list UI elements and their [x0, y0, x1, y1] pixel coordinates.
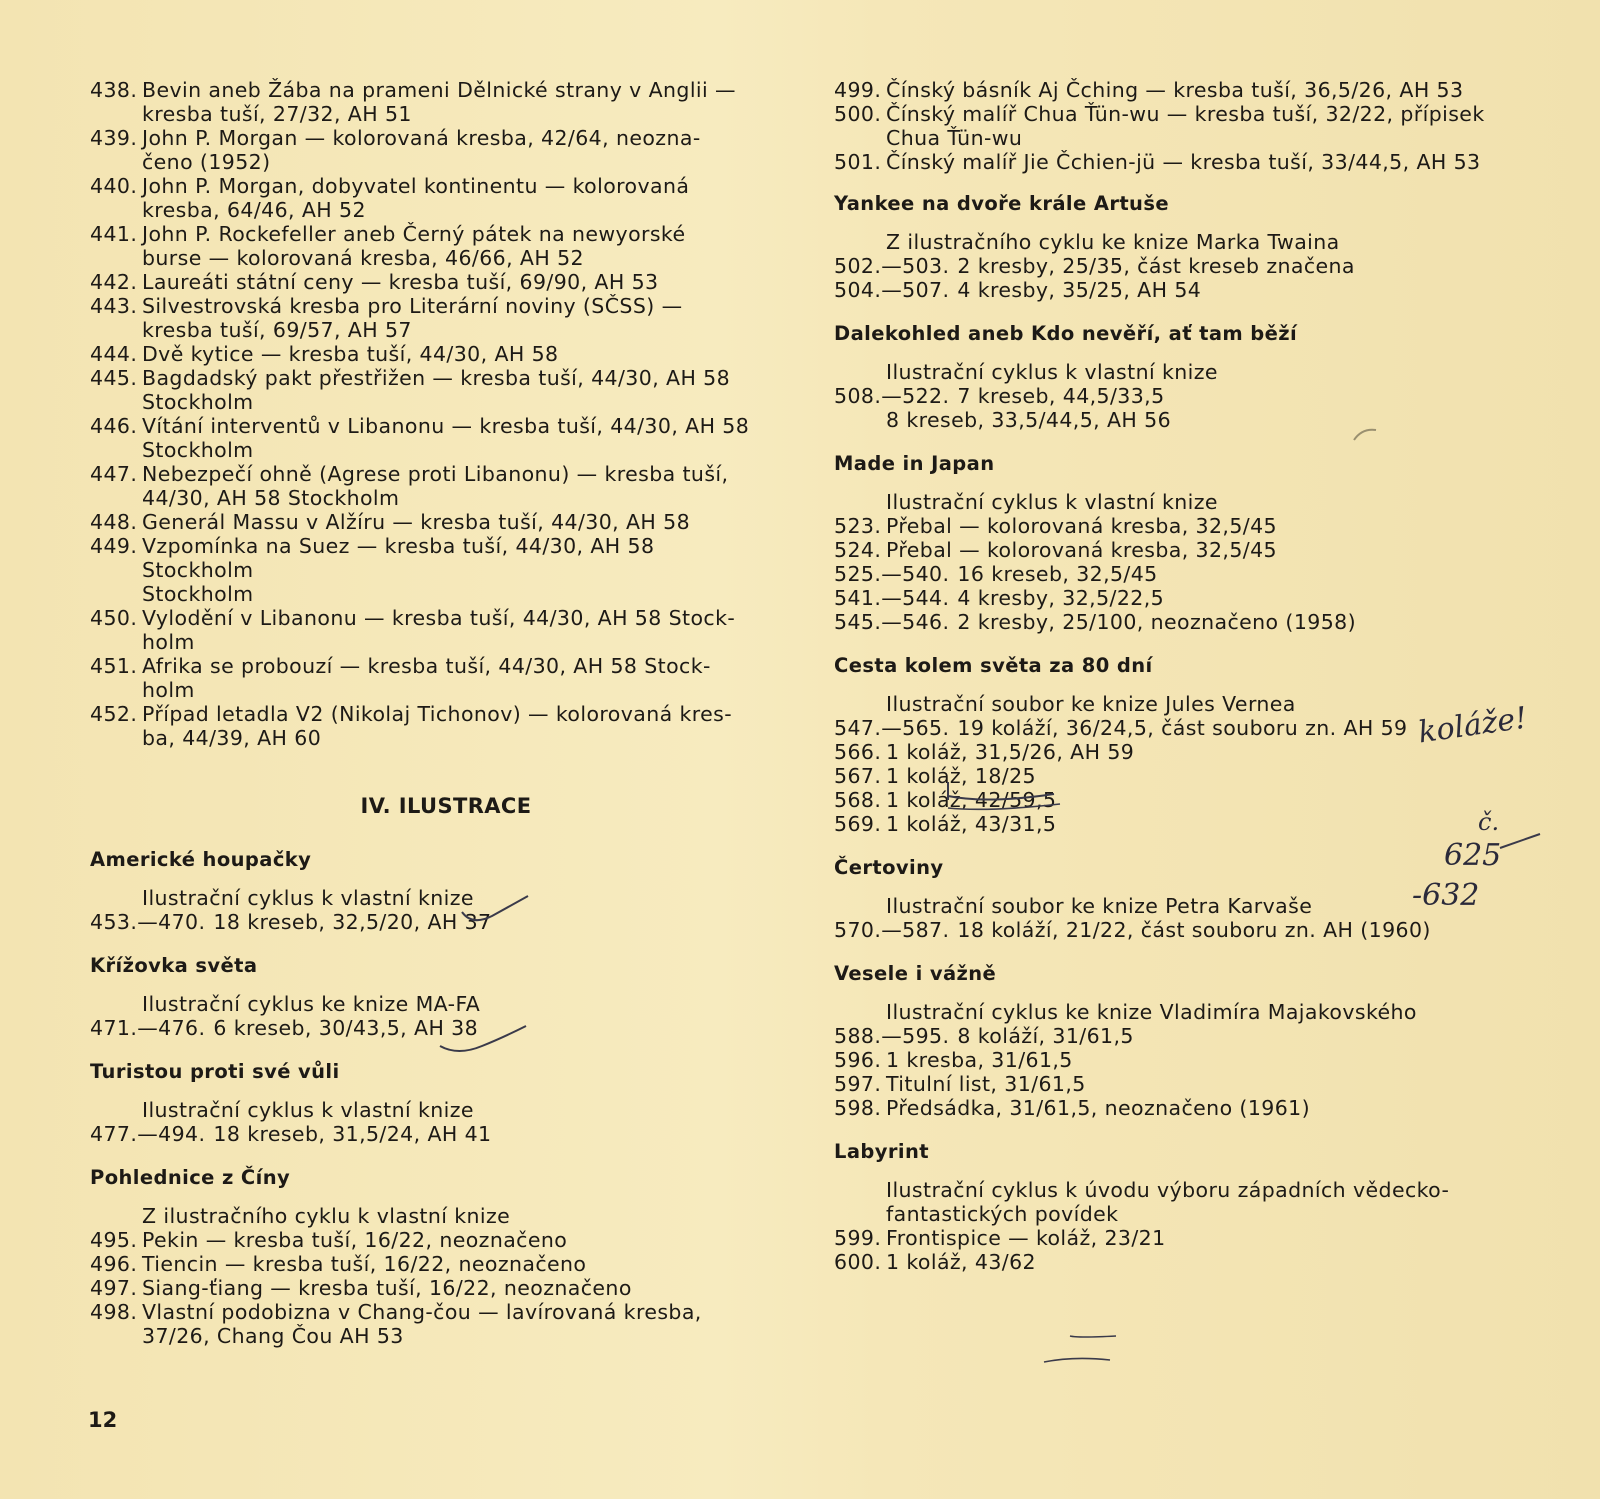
- entry-number: 452.: [90, 702, 138, 726]
- catalog-entry: [90, 534, 762, 606]
- list-item: [90, 1016, 762, 1040]
- entry-number: 501.: [834, 150, 882, 174]
- entry-text: [142, 654, 762, 702]
- list-item: [834, 812, 1514, 836]
- item-text: Frontispice — koláž, 23/21: [886, 1226, 1166, 1250]
- page-number: 12: [88, 1408, 118, 1432]
- item-number: 600.: [834, 1250, 882, 1274]
- item-text: 1 koláž, 42/59,5: [886, 788, 1057, 812]
- illustration-sections-right: [834, 192, 1514, 1274]
- section: [90, 954, 762, 1040]
- item-number: 545.—546.: [834, 610, 950, 634]
- entry-text: [142, 414, 762, 462]
- list-item: [834, 610, 1514, 634]
- entry-line: kresba tuší, 27/32, AH 51: [142, 102, 412, 126]
- item-text: 16 kreseb, 32,5/45: [957, 562, 1158, 586]
- item-number: 597.: [834, 1072, 882, 1096]
- catalog-entry: [90, 294, 762, 342]
- item-number: 547.—565.: [834, 716, 950, 740]
- entry-number: 444.: [90, 342, 138, 366]
- catalog-entry: [90, 654, 762, 702]
- list-item: [834, 254, 1514, 278]
- entry-number: 438.: [90, 78, 138, 102]
- section-title: Dalekohled aneb Kdo nevěří, ať tam běží: [834, 322, 1298, 345]
- entry-line: holm: [142, 630, 195, 654]
- section: [834, 1140, 1514, 1274]
- entry-line: Afrika se probouzí — kresba tuší, 44/30, AH 58 Stock-: [142, 654, 711, 678]
- section-description: Z ilustračního cyklu k vlastní knize: [142, 1204, 511, 1228]
- entry-line: Dvě kytice — kresba tuší, 44/30, AH 58: [142, 342, 559, 366]
- item-text: 2 kresby, 25/100, neoznačeno (1958): [957, 610, 1356, 634]
- section: [834, 962, 1514, 1120]
- entry-number: 449.: [90, 534, 138, 558]
- section-title: Cesta kolem světa za 80 dní: [834, 654, 1153, 677]
- entry-number: 442.: [90, 270, 138, 294]
- entry-text: [142, 606, 762, 654]
- catalog-entry: [834, 150, 1514, 174]
- item-text: 6 kreseb, 30/43,5, AH 38: [213, 1016, 479, 1040]
- right-column: [834, 78, 1514, 1294]
- item-text: 18 koláží, 21/22, část souboru zn. AH (1960): [957, 918, 1431, 942]
- section: [90, 848, 762, 934]
- entry-text: [142, 126, 762, 174]
- catalog-entries-left: [90, 78, 762, 750]
- item-text: 8 koláží, 31/61,5: [957, 1024, 1134, 1048]
- catalog-entry: [834, 102, 1514, 150]
- handwritten-note-c: č.: [1478, 808, 1500, 836]
- catalog-entry: [90, 510, 762, 534]
- entry-text: [142, 534, 762, 606]
- item-number: 523.: [834, 514, 882, 538]
- list-item: [834, 740, 1514, 764]
- item-number: 570.—587.: [834, 918, 950, 942]
- section: [834, 322, 1514, 432]
- entry-line: Vítání interventů v Libanonu — kresba tuší, 44/30, AH 58: [142, 414, 750, 438]
- list-item: [834, 562, 1514, 586]
- entry-line: holm: [142, 678, 195, 702]
- list-item: [90, 1276, 762, 1300]
- entry-line: Vzpomínka na Suez — kresba tuší, 44/30, AH 58 Stockholm: [142, 534, 655, 582]
- entry-text: [142, 366, 762, 414]
- entry-line: Čínský malíř Chua Ťün-wu — kresba tuší, 32/22, přípisek: [886, 102, 1485, 126]
- entry-text: [886, 150, 1514, 174]
- entry-line: Chua Ťün-wu: [886, 126, 1023, 150]
- item-text: 1 koláž, 18/25: [886, 764, 1036, 788]
- entry-number: 446.: [90, 414, 138, 438]
- item-number: 599.: [834, 1226, 882, 1250]
- entry-number: 450.: [90, 606, 138, 630]
- section-title: Made in Japan: [834, 452, 995, 475]
- section-description: Ilustrační cyklus k úvodu výboru západních vědecko-: [886, 1178, 1450, 1202]
- entry-line: John P. Morgan, dobyvatel kontinentu — kolorovaná: [142, 174, 690, 198]
- item-text: 1 koláž, 43/62: [886, 1250, 1036, 1274]
- list-item: [90, 910, 762, 934]
- item-number: 567.: [834, 764, 882, 788]
- entry-line: Nebezpečí ohně (Agrese proti Libanonu) — kresba tuší,: [142, 462, 729, 486]
- item-text: 1 koláž, 43/31,5: [886, 812, 1057, 836]
- section-description: Ilustrační cyklus ke knize Vladimíra Majakovského: [886, 1000, 1417, 1024]
- item-number: 569.: [834, 812, 882, 836]
- entry-number: 445.: [90, 366, 138, 390]
- entry-line: ba, 44/39, AH 60: [142, 726, 322, 750]
- item-number: 453.—470.: [90, 910, 206, 934]
- item-number: 525.—540.: [834, 562, 950, 586]
- list-item: [834, 1048, 1514, 1072]
- item-text: Titulní list, 31/61,5: [886, 1072, 1086, 1096]
- entry-number: 499.: [834, 78, 882, 102]
- item-text: 4 kresby, 32,5/22,5: [957, 586, 1165, 610]
- section-description: Z ilustračního cyklu ke knize Marka Twaina: [886, 230, 1340, 254]
- catalog-entry: [90, 606, 762, 654]
- item-text: Předsádka, 31/61,5, neoznačeno (1961): [886, 1096, 1310, 1120]
- section-description: Ilustrační cyklus k vlastní knize: [886, 490, 1218, 514]
- entry-text: [142, 510, 762, 534]
- entry-text: [142, 222, 762, 270]
- section-description: Ilustrační soubor ke knize Petra Karvaše: [886, 894, 1313, 918]
- section-description: Ilustrační cyklus ke knize MA-FA: [142, 992, 481, 1016]
- item-text: Tiencin — kresba tuší, 16/22, neoznačeno: [142, 1252, 587, 1276]
- item-text: Přebal — kolorovaná kresba, 32,5/45: [886, 514, 1277, 538]
- catalog-entry: [834, 78, 1514, 102]
- list-item: [834, 1024, 1514, 1048]
- section-title: Yankee na dvoře krále Artuše: [834, 192, 1169, 215]
- item-text: 18 kreseb, 31,5/24, AH 41: [213, 1122, 492, 1146]
- section: [834, 654, 1514, 836]
- entry-line: Silvestrovská kresba pro Literární noviny (SČSS) —: [142, 294, 683, 318]
- catalog-entry: [90, 414, 762, 462]
- entry-text: [142, 702, 762, 750]
- entry-line: Případ letadla V2 (Nikolaj Tichonov) — kolorovaná kres-: [142, 702, 733, 726]
- handwritten-note-632: -632: [1412, 878, 1480, 913]
- catalog-entry: [90, 270, 762, 294]
- entry-number: 440.: [90, 174, 138, 198]
- item-number: 496.: [90, 1252, 138, 1276]
- section-title: Turistou proti své vůli: [90, 1060, 340, 1083]
- entry-line: John P. Morgan — kolorovaná kresba, 42/64, neozna-: [142, 126, 701, 150]
- entry-number: 439.: [90, 126, 138, 150]
- catalog-entry: [90, 222, 762, 270]
- entry-line: čeno (1952): [142, 150, 271, 174]
- list-item: [834, 788, 1514, 812]
- list-item: [834, 1072, 1514, 1096]
- list-item: [834, 716, 1514, 740]
- list-item: [90, 1122, 762, 1146]
- pencil-mark-600: [1044, 1358, 1110, 1362]
- entry-line: Stockholm: [142, 390, 254, 414]
- item-number: 524.: [834, 538, 882, 562]
- item-text: 1 koláž, 31,5/26, AH 59: [886, 740, 1135, 764]
- item-number: 596.: [834, 1048, 882, 1072]
- item-text: Pekin — kresba tuší, 16/22, neoznačeno: [142, 1228, 568, 1252]
- list-item: [834, 1226, 1514, 1250]
- entry-line: Čínský malíř Jie Čchien-jü — kresba tuší, 33/44,5, AH 53: [886, 150, 1481, 174]
- entry-number: 500.: [834, 102, 882, 126]
- entry-number: 448.: [90, 510, 138, 534]
- item-text: 2 kresby, 25/35, část kreseb značena: [957, 254, 1355, 278]
- item-number: 502.—503.: [834, 254, 950, 278]
- catalog-entry: [90, 342, 762, 366]
- list-item: [834, 1250, 1514, 1274]
- item-number: 498.: [90, 1300, 138, 1324]
- catalog-entry: [90, 366, 762, 414]
- section-description: fantastických povídek: [886, 1202, 1119, 1226]
- list-item: [834, 1096, 1514, 1120]
- item-text: 4 kresby, 35/25, AH 54: [957, 278, 1202, 302]
- entry-line: Stockholm: [142, 438, 254, 462]
- item-number: 541.—544.: [834, 586, 950, 610]
- section-title: Pohlednice z Číny: [90, 1166, 291, 1189]
- section-heading: IV. ILUSTRACE: [360, 794, 532, 818]
- list-item: [834, 538, 1514, 562]
- item-number: 508.—522.: [834, 384, 950, 408]
- section-title: Americké houpačky: [90, 848, 312, 871]
- item-text: 18 kreseb, 32,5/20, AH 37: [213, 910, 492, 934]
- item-number: 497.: [90, 1276, 138, 1300]
- section-description: Ilustrační cyklus k vlastní knize: [142, 886, 474, 910]
- item-text: Siang-ťiang — kresba tuší, 16/22, neoznačeno: [142, 1276, 632, 1300]
- list-item: [90, 1300, 762, 1324]
- entry-line: John P. Rockefeller aneb Černý pátek na newyorské: [142, 222, 686, 246]
- section: [834, 452, 1514, 634]
- entry-text: [142, 174, 762, 222]
- catalog-entry: [90, 78, 762, 126]
- item-number: 471.—476.: [90, 1016, 206, 1040]
- list-item: [834, 514, 1514, 538]
- entry-line: Stockholm: [142, 582, 254, 606]
- left-column: [90, 78, 762, 1368]
- handwritten-note-625: 625: [1444, 838, 1502, 873]
- entry-text: [142, 342, 762, 366]
- entry-line: kresba tuší, 69/57, AH 57: [142, 318, 412, 342]
- illustration-sections-left: [90, 848, 762, 1348]
- catalog-entry: [90, 174, 762, 222]
- entry-number: 441.: [90, 222, 138, 246]
- handwritten-note-kolaze: koláže!: [1416, 700, 1530, 751]
- list-item: [90, 1228, 762, 1252]
- item-number: 495.: [90, 1228, 138, 1252]
- item-number: 504.—507.: [834, 278, 950, 302]
- item-text: 1 kresba, 31/61,5: [886, 1048, 1073, 1072]
- section-title: Čertoviny: [834, 856, 944, 879]
- section-title: Labyrint: [834, 1140, 929, 1163]
- entry-line: Bevin aneb Žába na prameni Dělnické strany v Anglii —: [142, 78, 736, 102]
- entry-text: [886, 102, 1514, 150]
- entry-line: 44/30, AH 58 Stockholm: [142, 486, 400, 510]
- entry-line: kresba, 64/46, AH 52: [142, 198, 366, 222]
- item-continuation: 37/26, Chang Čou AH 53: [142, 1324, 404, 1348]
- catalog-entries-right: [834, 78, 1514, 174]
- entry-line: Laureáti státní ceny — kresba tuší, 69/90, AH 53: [142, 270, 659, 294]
- section-description: Ilustrační cyklus k vlastní knize: [142, 1098, 474, 1122]
- list-item: [834, 278, 1514, 302]
- entry-text: [886, 78, 1514, 102]
- list-item: [834, 586, 1514, 610]
- pencil-mark-599: [1070, 1336, 1116, 1337]
- item-text: 19 koláží, 36/24,5, část souboru zn. AH 59: [957, 716, 1408, 740]
- list-item: [834, 764, 1514, 788]
- list-item: [90, 1252, 762, 1276]
- entry-line: Vylodění v Libanonu — kresba tuší, 44/30, AH 58 Stock-: [142, 606, 736, 630]
- section-description: Ilustrační cyklus k vlastní knize: [886, 360, 1218, 384]
- list-item: [834, 918, 1514, 942]
- section-title: Křížovka světa: [90, 954, 258, 977]
- item-number: 568.: [834, 788, 882, 812]
- item-text: Přebal — kolorovaná kresba, 32,5/45: [886, 538, 1277, 562]
- item-number: 588.—595.: [834, 1024, 950, 1048]
- entry-text: [142, 78, 762, 126]
- entry-line: Čínský básník Aj Čching — kresba tuší, 36,5/26, AH 53: [886, 78, 1464, 102]
- entry-line: Generál Massu v Alžíru — kresba tuší, 44/30, AH 58: [142, 510, 691, 534]
- catalog-entry: [90, 462, 762, 510]
- entry-number: 451.: [90, 654, 138, 678]
- section: [834, 192, 1514, 302]
- item-text: Vlastní podobizna v Chang-čou — lavírovaná kresba,: [142, 1300, 702, 1324]
- catalog-entry: [90, 702, 762, 750]
- entry-text: [142, 270, 762, 294]
- entry-number: 443.: [90, 294, 138, 318]
- entry-line: burse — kolorovaná kresba, 46/66, AH 52: [142, 246, 584, 270]
- entry-line: Bagdadský pakt přestřižen — kresba tuší, 44/30, AH 58: [142, 366, 731, 390]
- item-text: 7 kreseb, 44,5/33,5: [957, 384, 1165, 408]
- section: [90, 1166, 762, 1348]
- item-continuation: 8 kreseb, 33,5/44,5, AH 56: [886, 408, 1172, 432]
- item-number: 598.: [834, 1096, 882, 1120]
- section-description: Ilustrační soubor ke knize Jules Vernea: [886, 692, 1296, 716]
- list-item: [834, 384, 1514, 408]
- catalog-entry: [90, 126, 762, 174]
- entry-text: [142, 462, 762, 510]
- section-title: Vesele i vážně: [834, 962, 997, 985]
- entry-text: [142, 294, 762, 342]
- item-number: 566.: [834, 740, 882, 764]
- entry-number: 447.: [90, 462, 138, 486]
- item-number: 477.—494.: [90, 1122, 206, 1146]
- section: [90, 1060, 762, 1146]
